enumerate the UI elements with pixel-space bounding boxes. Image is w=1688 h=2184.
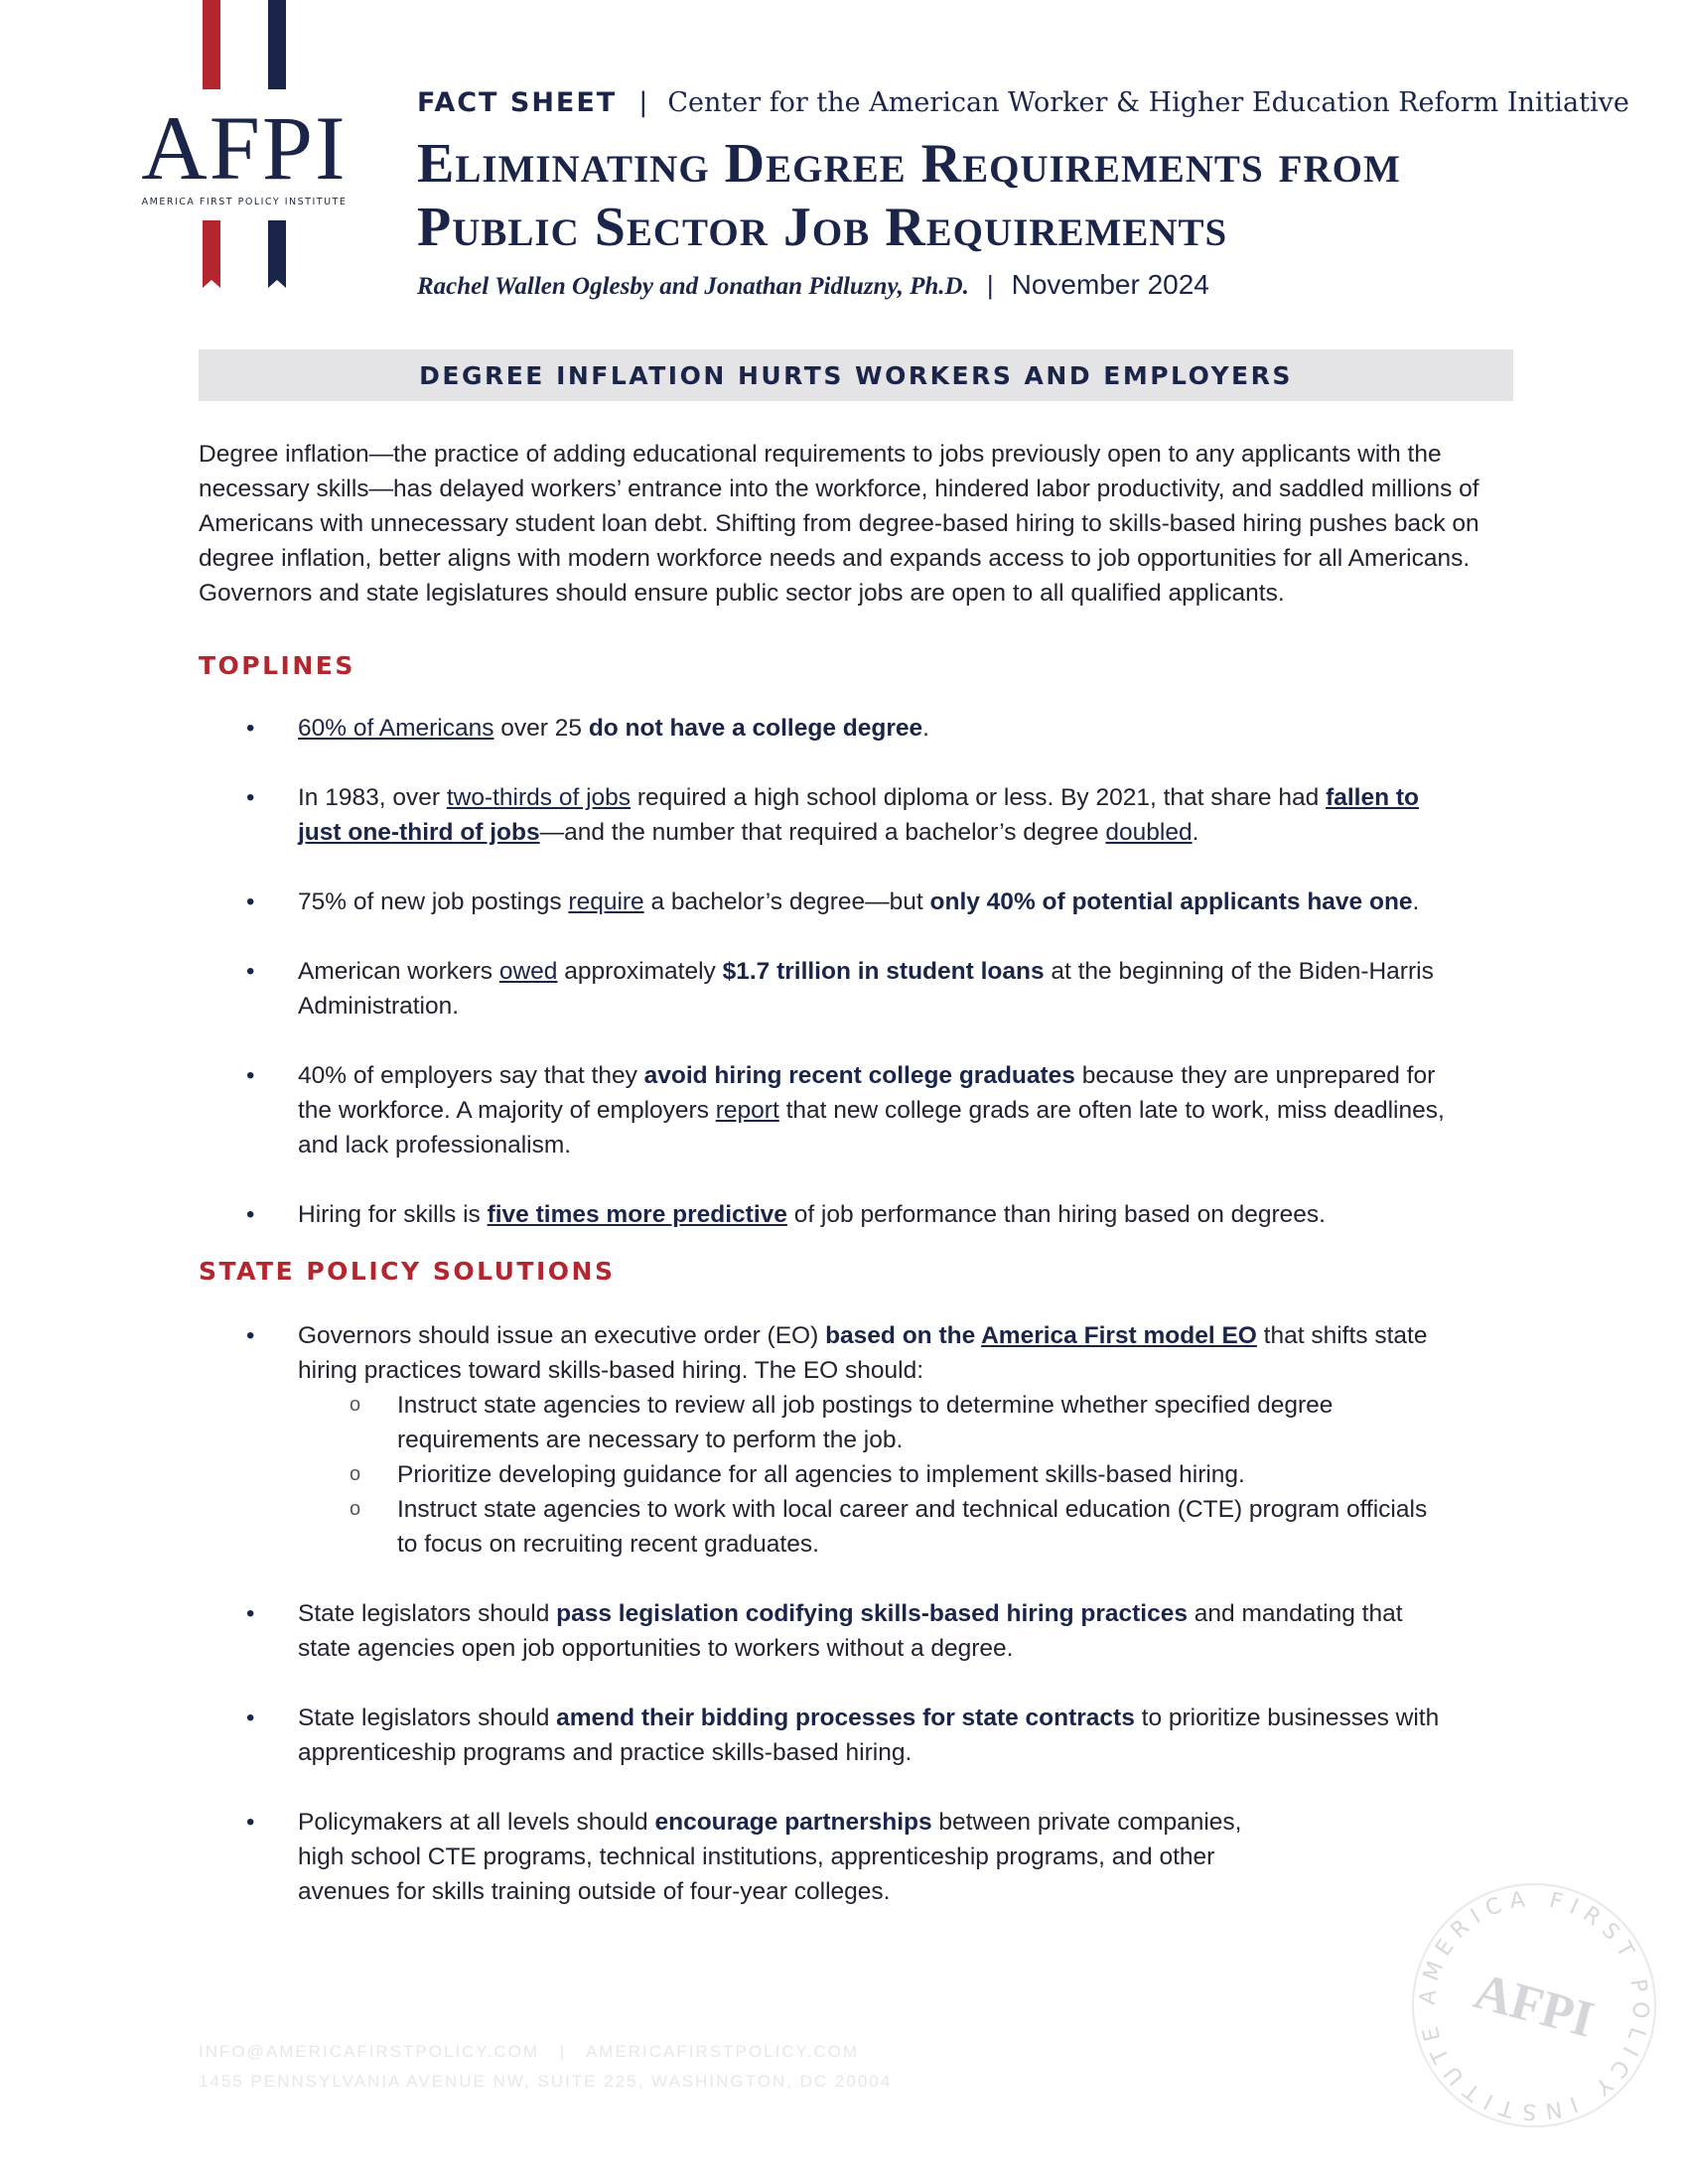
list-item <box>199 711 1489 746</box>
text-run: required a high school diploma or less. By 2021, that share had <box>631 784 1327 811</box>
main-content <box>199 437 1489 1944</box>
text-run: over 25 <box>493 715 589 742</box>
text-run: at the beginning of the Biden-Harris Administration. <box>298 958 1434 1020</box>
bold-text: pass legislation codifying skills-based hiring practices <box>556 1600 1188 1627</box>
page-footer <box>199 2037 892 2097</box>
header-kicker-row <box>417 87 1629 118</box>
link-model-eo[interactable]: America First model EO <box>981 1322 1257 1349</box>
footer-separator: | <box>559 2042 567 2061</box>
byline <box>417 269 1609 301</box>
list-item <box>199 954 1489 1024</box>
eo-sub-list <box>298 1388 1450 1562</box>
bold-text: only 40% of potential applicants have one <box>929 888 1413 915</box>
bold-text: avoid hiring recent college graduates <box>643 1062 1075 1089</box>
sub-list-item: o Instruct state agencies to review all job postings to determine whether specified degree requirements are necessary to perform the job. <box>298 1388 1450 1457</box>
text-run: Hiring for skills is <box>298 1201 488 1228</box>
text-run: and mandating that state agencies open job opportunities to workers without a degree. <box>298 1600 1403 1662</box>
intro-paragraph: Degree inflation—the practice of adding educational requirements to jobs previously open to any applicants with the necessary skills—has delayed workers’ entrance into the workforce, hindered labor productivity, and saddled millions of Americans with unnecessary student loan debt. Shifting from degree-based hiring to skills-based hiring pushes back on degree inflation, better aligns with modern workforce needs and expands access to job opportunities for all Americans. Governors and state legislatures should ensure public sector jobs are open to all qualified applicants. <box>199 441 1479 607</box>
kicker-separator: | <box>638 87 650 118</box>
list-item <box>199 780 1489 850</box>
text-run: that new college grads are often late to work, miss deadlines, and lack professionalism. <box>298 1097 1445 1159</box>
text-run: 75% of new job postings <box>298 888 569 915</box>
text-run: 40% of employers say that they <box>298 1062 644 1089</box>
seal-center-text: AFPI <box>1468 1963 1600 2049</box>
link-require[interactable]: require <box>568 888 644 915</box>
link-report[interactable]: report <box>715 1097 779 1124</box>
list-item <box>199 1805 1489 1909</box>
link-owed[interactable]: owed <box>498 958 558 985</box>
text-run: . <box>922 715 929 742</box>
list-item <box>199 1197 1489 1232</box>
bold-text: amend their bidding processes for state contracts <box>556 1705 1135 1731</box>
byline-separator: | <box>986 270 994 300</box>
link-one-third[interactable]: fallen to just one-third of jobs <box>298 784 1419 846</box>
text-run: that shifts state hiring practices toward skills-based hiring. The EO should: <box>298 1322 1428 1384</box>
solutions-list <box>199 1318 1489 1909</box>
footer-website-link[interactable]: AMERICAFIRSTPOLICY.COM <box>585 2042 860 2061</box>
text-run: . <box>1412 888 1420 915</box>
solutions-heading: STATE POLICY SOLUTIONS <box>199 1257 616 1286</box>
link-60-percent[interactable]: 60% of Americans <box>298 715 494 742</box>
logo-tagline: AMERICA FIRST POLICY INSTITUTE <box>141 197 348 207</box>
bold-text: $1.7 trillion in student loans <box>722 958 1045 985</box>
center-name: Center for the American Worker & Higher Education Reform Initiative <box>667 87 1629 118</box>
text-run: Policymakers at all levels should <box>298 1809 655 1836</box>
link-two-thirds[interactable]: two-thirds of jobs <box>446 784 632 811</box>
fact-sheet-label: FACT SHEET <box>417 87 618 118</box>
list-item <box>199 1596 1489 1666</box>
list-item <box>199 1701 1489 1770</box>
text-run: State legislators should <box>298 1600 557 1627</box>
title-line-1: Eliminating Degree Requirements from <box>417 133 1401 195</box>
bold-text: do not have a college degree <box>588 715 923 742</box>
link-five-times[interactable]: five times more predictive <box>487 1201 787 1228</box>
text-run: —and the number that required a bachelor’s degree <box>539 819 1106 846</box>
list-item <box>199 1318 1489 1562</box>
seal-ring-text: AMERICA FIRST POLICY INSTITUTE <box>1415 1886 1653 2124</box>
text-run: to prioritize businesses with apprenticeship programs and practice skills-based hiring. <box>298 1705 1440 1766</box>
text-run: a bachelor’s degree—but <box>643 888 930 915</box>
toplines-heading: TOPLINES <box>199 651 355 680</box>
text-run: State legislators should <box>298 1705 557 1731</box>
text-run: between private companies, high school CTE programs, technical institutions, apprenticeship programs, and other avenues for skills training outside of four-year colleges. <box>298 1809 1242 1905</box>
bold-text: encourage partnerships <box>654 1809 932 1836</box>
text-run: of job performance than hiring based on degrees. <box>786 1201 1326 1228</box>
afpi-logo <box>117 0 375 298</box>
afpi-seal-watermark <box>1400 1871 1668 2139</box>
text-run: American workers <box>298 958 499 985</box>
document-title <box>417 132 1609 259</box>
footer-address: 1455 PENNSYLVANIA AVENUE NW, SUITE 225, WASHINGTON, DC 20004 <box>199 2072 893 2091</box>
sub-list-item: o Instruct state agencies to work with local career and technical education (CTE) program officials to focus on recruiting recent graduates. <box>298 1492 1450 1562</box>
text-run: In 1983, over <box>298 784 447 811</box>
sub-list-item: o Prioritize developing guidance for all agencies to implement skills-based hiring. <box>298 1457 1450 1492</box>
list-item <box>199 885 1489 919</box>
footer-email-link[interactable]: INFO@AMERICAFIRSTPOLICY.COM <box>199 2042 539 2061</box>
document-header <box>417 87 1629 301</box>
list-item <box>199 1058 1489 1162</box>
logo-wordmark: AFPI <box>141 97 348 199</box>
text-run: because they are unprepared for the workforce. A majority of employers <box>298 1062 1436 1124</box>
title-line-2: Public Sector Job Requirements <box>417 197 1228 258</box>
text-run: . <box>1192 819 1199 846</box>
authors: Rachel Wallen Oglesby and Jonathan Pidluzny, Ph.D. <box>417 273 969 300</box>
toplines-list <box>199 711 1489 1232</box>
section-banner: DEGREE INFLATION HURTS WORKERS AND EMPLOYERS <box>199 349 1513 401</box>
link-doubled[interactable]: doubled <box>1105 819 1193 846</box>
publication-date: November 2024 <box>1011 269 1209 300</box>
text-run: Governors should issue an executive order (EO) <box>298 1322 826 1349</box>
bold-text: based on the <box>825 1322 982 1349</box>
text-run: approximately <box>557 958 723 985</box>
